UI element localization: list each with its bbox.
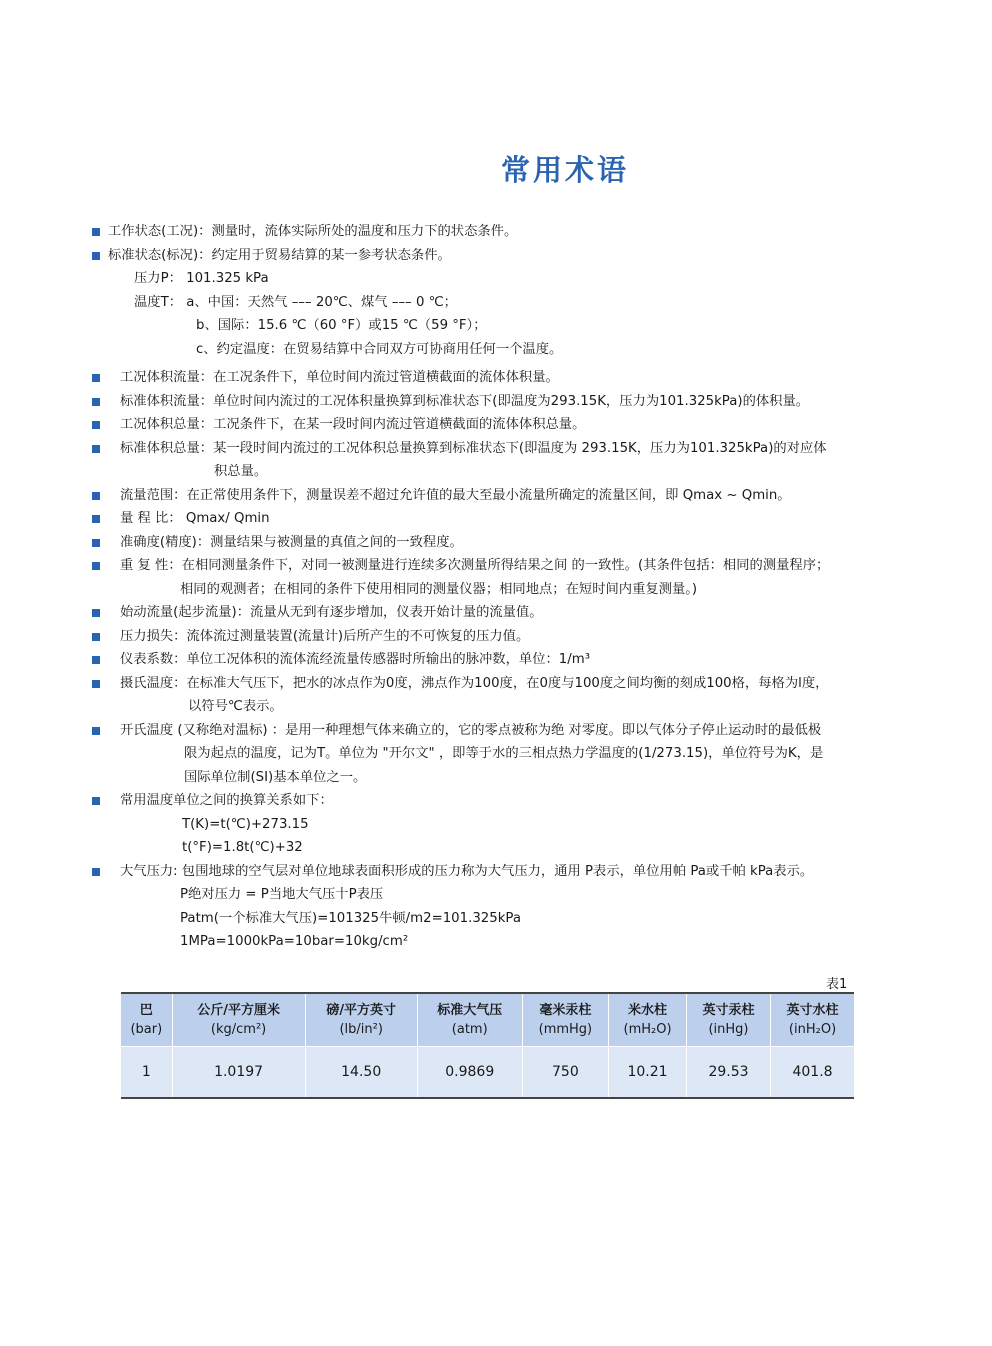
column-header: 米水柱 (mH₂O) <box>609 993 687 1047</box>
table-row <box>121 1047 854 1099</box>
pressure-units-table <box>121 992 854 1099</box>
list-item-continued: 以符号℃表示。 <box>188 699 283 714</box>
table-cell: 750 <box>522 1047 609 1099</box>
list-item: 标准体积流量：单位时间内流过的工况体积量换算到标准状态下(即温度为293.15K，压力为101.325kPa)的体积量。 <box>92 390 912 414</box>
column-header: 毫米汞柱 (mmHg) <box>522 993 609 1047</box>
column-header: 英寸汞柱 (inHg) <box>686 993 770 1047</box>
page-title: 常用术语 <box>500 153 629 187</box>
formula: P绝对压力 = P当地大气压十P表压 <box>180 887 384 902</box>
list-item: 工况体积流量：在工况条件下，单位时间内流过管道横截面的流体体积量。 <box>92 366 912 390</box>
table-caption: 表1 <box>826 977 848 992</box>
list-item: 工作状态(工况)：测量时，流体实际所处的温度和压力下的状态条件。 <box>92 220 912 244</box>
list-item: 准确度(精度)：测量结果与被测量的真值之间的一致程度。 <box>92 531 912 555</box>
formula: T(K)=t(℃)+273.15 <box>182 816 309 832</box>
list-item: 标准状态(标况)：约定用于贸易结算的某一参考状态条件。 <box>92 244 912 268</box>
list-item-continued: 相同的观测者；在相同的条件下使用相同的测量仪器；相同地点；在短时间内重复测量。) <box>180 581 698 597</box>
bullet-icon <box>92 374 100 382</box>
formula: t(°F)=1.8t(℃)+32 <box>182 840 303 855</box>
bullet-icon <box>92 609 100 617</box>
bullet-icon <box>92 421 100 429</box>
table-cell: 10.21 <box>609 1047 687 1099</box>
column-header: 公斤/平方厘米 (kg/cm²) <box>172 993 305 1047</box>
list-item: 仪表系数：单位工况体积的流体流经流量传感器时所输出的脉冲数，单位：1/m³ <box>92 648 912 672</box>
column-header: 巴 (bar) <box>121 993 172 1047</box>
bullet-icon <box>92 727 100 735</box>
bullet-icon <box>92 398 100 406</box>
list-item: 重 复 性：在相同测量条件下，对同一被测量进行连续多次测量所得结果之间 的一致性。(其条件包括：相同的测量程序； <box>92 554 912 578</box>
bullet-icon <box>92 562 100 570</box>
definitions-list <box>92 220 912 954</box>
bullet-icon <box>92 633 100 641</box>
bullet-icon <box>92 252 100 260</box>
table-header-row <box>121 993 854 1047</box>
list-item: 流量范围：在正常使用条件下，测量误差不超过允许值的最大至最小流量所确定的流量区间，即 Qmax ~ Qmin。 <box>92 484 912 508</box>
list-item: 开氏温度 (又称绝对温标) ：是用一种理想气体来确立的，它的零点被称为绝 对零度。即以气体分子停止运动时的最低极 <box>92 719 912 743</box>
list-item: 始动流量(起步流量)：流量从无到有逐步增加，仪表开始计量的流量值。 <box>92 601 912 625</box>
table-cell: 1 <box>121 1047 172 1099</box>
table-cell: 29.53 <box>686 1047 770 1099</box>
list-item: 工况体积总量：工况条件下，在某一段时间内流过管道横截面的流体体积总量。 <box>92 413 912 437</box>
temperature-c: c、约定温度：在贸易结算中合同双方可协商用任何一个温度。 <box>196 341 563 357</box>
column-header: 标准大气压 (atm) <box>417 993 522 1047</box>
pressure-line: 压力P： 101.325 kPa <box>134 271 269 286</box>
bullet-icon <box>92 680 100 688</box>
table-cell: 0.9869 <box>417 1047 522 1099</box>
bullet-icon <box>92 539 100 547</box>
bullet-icon <box>92 492 100 500</box>
temperature-b: b、国际：15.6 ℃（60 °F）或15 ℃（59 °F）； <box>196 318 487 333</box>
bullet-icon <box>92 445 100 453</box>
table-cell: 1.0197 <box>172 1047 305 1099</box>
list-item: 常用温度单位之间的换算关系如下： <box>92 789 912 813</box>
bullet-icon <box>92 797 100 805</box>
column-header: 磅/平方英寸 (lb/in²) <box>305 993 417 1047</box>
table-cell: 401.8 <box>771 1047 854 1099</box>
bullet-icon <box>92 656 100 664</box>
table-cell: 14.50 <box>305 1047 417 1099</box>
bullet-icon <box>92 868 100 876</box>
bullet-icon <box>92 228 100 236</box>
list-item-continued: 积总量。 <box>214 464 268 479</box>
list-item: 压力损失：流体流过测量装置(流量计)后所产生的不可恢复的压力值。 <box>92 625 912 649</box>
formula: 1MPa=1000kPa=10bar=10kg/cm² <box>180 934 409 949</box>
list-item: 量 程 比： Qmax/ Qmin <box>92 507 912 531</box>
list-item: 标准体积总量：某一段时间内流过的工况体积总量换算到标准状态下(即温度为 293.15K，压力为101.325kPa)的对应体 <box>92 437 912 461</box>
list-item-continued: 限为起点的温度，记为T。单位为 "开尔文" ，即等于水的三相点热力学温度的(1/273.15)，单位符号为K，是 <box>184 746 824 761</box>
list-item: 摄氏温度：在标准大气压下，把水的冰点作为0度，沸点作为100度，在0度与100度之间均衡的刻成100格，每格为l度， <box>92 672 912 696</box>
bullet-icon <box>92 515 100 523</box>
formula: Patm(一个标准大气压)=101325牛顿/m2=101.325kPa <box>180 910 521 926</box>
list-item-continued: 国际单位制(SI)基本单位之一。 <box>184 769 367 785</box>
temperature-a: 温度T： a、中国：天然气 ––– 20℃、煤气 ––– 0 ℃； <box>134 294 457 310</box>
list-item: 大气压力: 包围地球的空气层对单位地球表面积形成的压力称为大气压力，通用 P表示，单位用帕 Pa或千帕 kPa表示。 <box>92 860 912 884</box>
column-header: 英寸水柱 (inH₂O) <box>771 993 854 1047</box>
